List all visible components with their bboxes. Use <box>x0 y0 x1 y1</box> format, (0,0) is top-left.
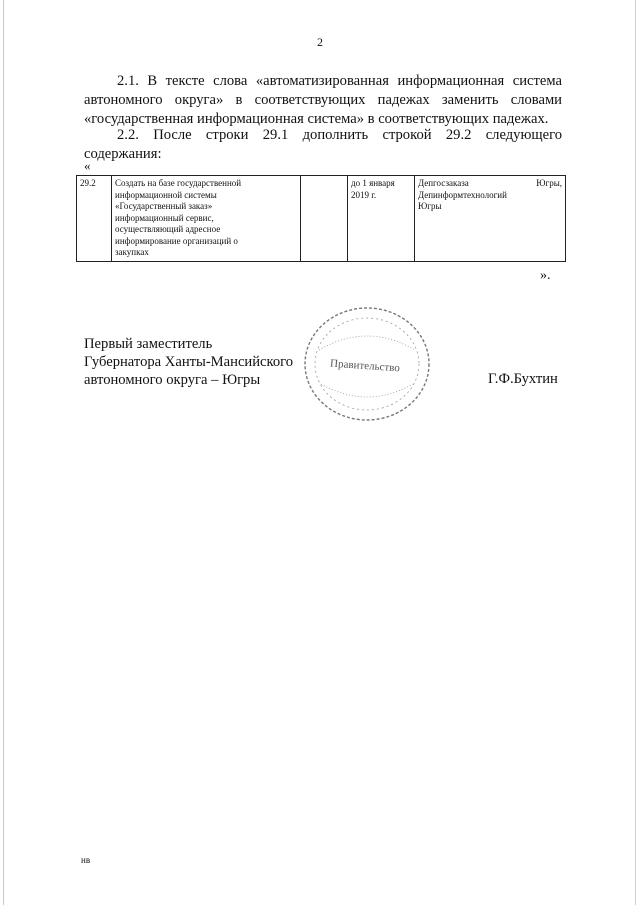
task-line: закупках <box>115 247 149 257</box>
table-row <box>77 176 566 262</box>
responsible-line: Депинформтехнологий <box>418 189 507 200</box>
task-line: «Государственный заказ» <box>115 201 213 211</box>
responsible-cell <box>415 176 566 262</box>
opening-quote: « <box>84 158 91 173</box>
task-cell <box>112 176 301 262</box>
responsible-region: Югры, <box>536 178 562 188</box>
position-line: автономного округа – Югры <box>84 372 261 388</box>
page-number: 2 <box>317 35 323 49</box>
empty-cell <box>301 176 348 262</box>
task-line: осуществляющий адресное <box>115 224 221 234</box>
responsible-line: Югры <box>418 201 442 211</box>
task-line: информационной системы <box>115 189 217 200</box>
signatory-position <box>84 335 293 389</box>
paragraph-2-2: 2.2. После строки 29.1 дополнить строкой 29.2 следующего содержания: <box>84 127 562 162</box>
deadline-line: 2019 г. <box>351 189 377 200</box>
task-line: информационный сервис, <box>115 212 214 223</box>
scan-edge-left <box>3 0 4 905</box>
scan-edge-right <box>635 0 636 905</box>
task-line: информирование организаций о <box>115 235 238 246</box>
closing-quote: ». <box>540 268 551 283</box>
position-line: Губернатора Ханты-Мансийского <box>84 354 294 370</box>
responsible-line <box>418 178 562 190</box>
responsible-dept: Депгосзаказа <box>418 178 469 188</box>
official-stamp <box>297 302 437 422</box>
stamp-text: Правительство <box>329 357 401 375</box>
deadline-cell <box>348 176 415 262</box>
executor-mark: нв <box>81 855 91 865</box>
paragraph-2-1: 2.1. В тексте слова «автоматизированная информационная система автономного округа» в соответствующих падежах заменить словами «государственная информационная система» в соответствующих падежах. <box>84 73 562 127</box>
position-line: Первый заместитель <box>84 336 213 352</box>
decree-table <box>76 175 566 262</box>
row-number-cell: 29.2 <box>77 176 112 262</box>
signatory-name: Г.Ф.Бухтин <box>488 371 558 387</box>
task-line: Создать на базе государственной <box>115 178 242 188</box>
deadline-line: до 1 января <box>351 178 395 188</box>
